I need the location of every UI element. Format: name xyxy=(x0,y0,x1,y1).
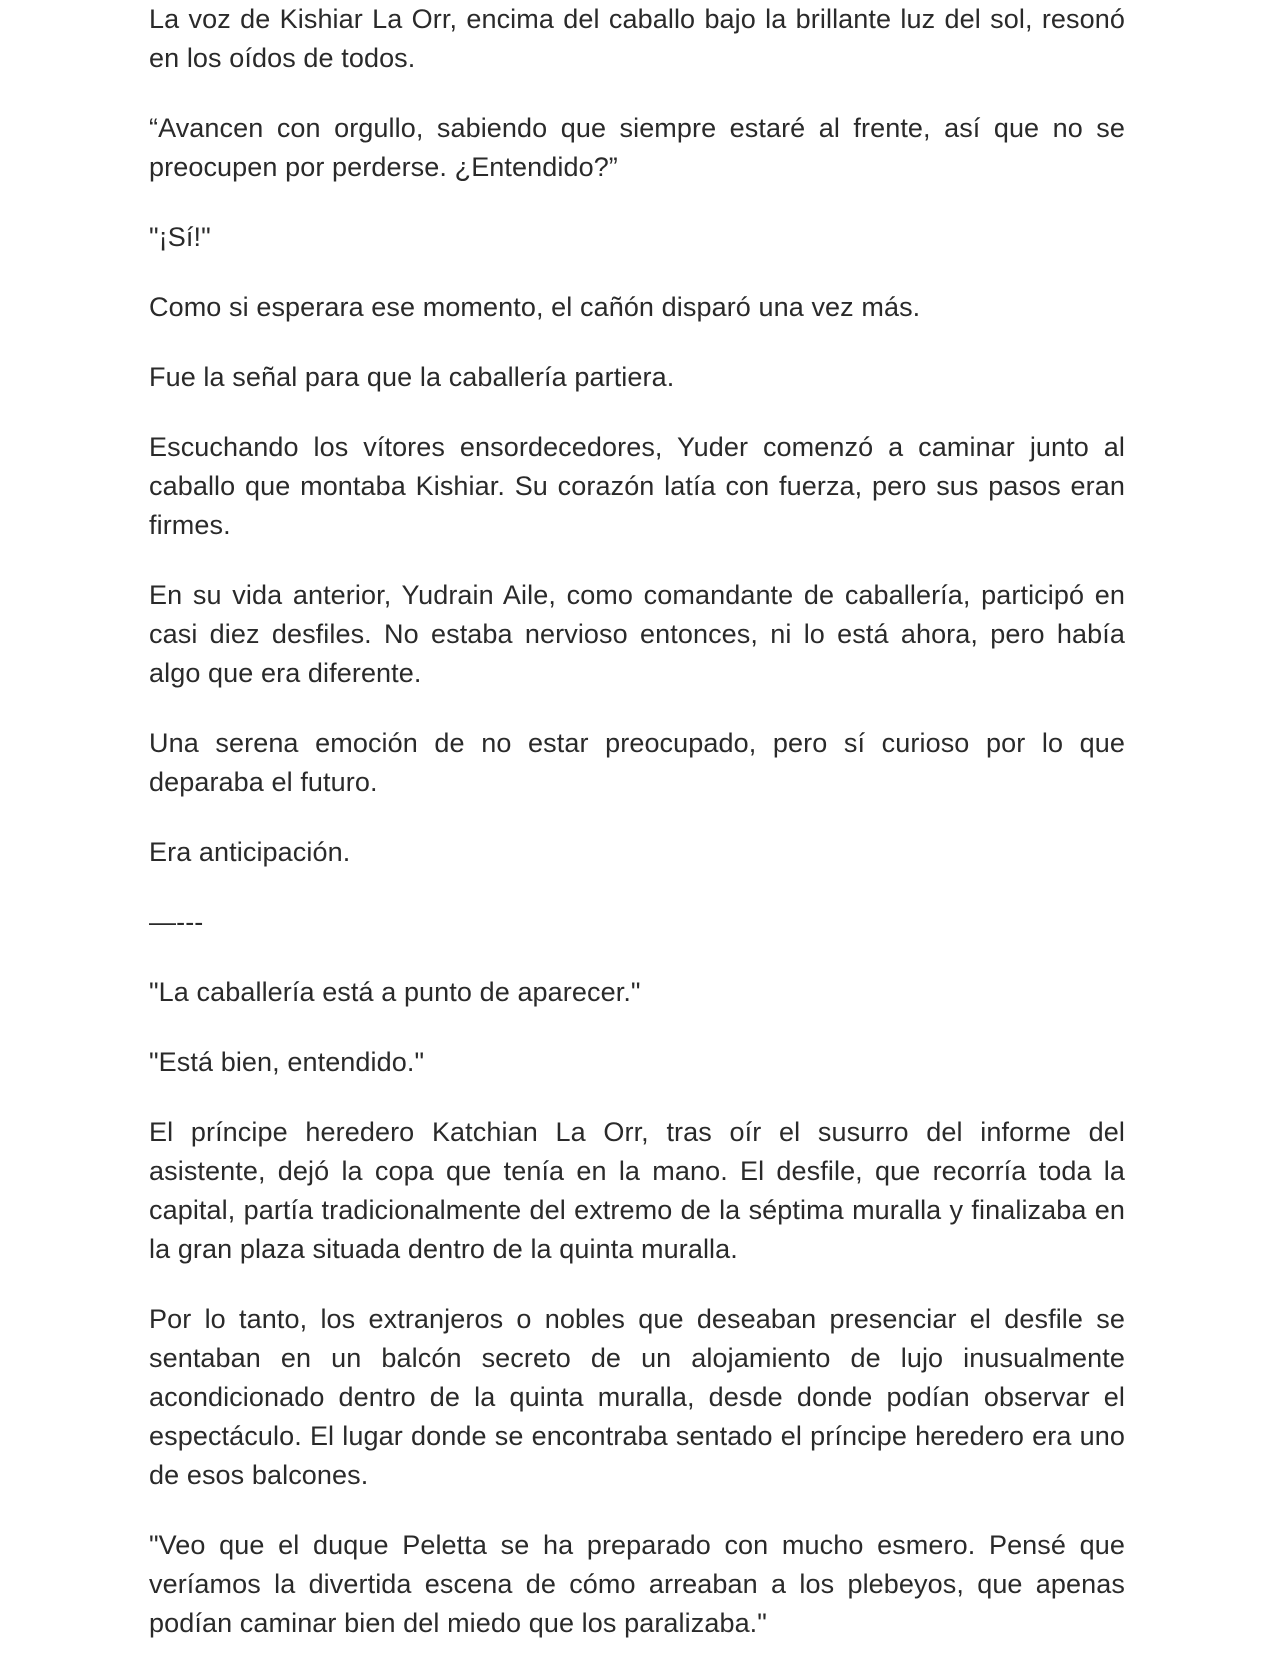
paragraph: Escuchando los vítores ensordecedores, Yuder comenzó a caminar junto al caballo que montaba Kishiar. Su corazón latía con fuerza, pero sus pasos eran firmes. xyxy=(149,432,1125,540)
paragraph: La voz de Kishiar La Orr, encima del caballo bajo la brillante luz del sol, resonó en los oídos de todos. xyxy=(149,4,1125,73)
paragraph: "Está bien, entendido." xyxy=(149,1047,425,1077)
paragraph: "La caballería está a punto de aparecer." xyxy=(149,977,641,1007)
paragraph: "Veo que el duque Peletta se ha preparado con mucho esmero. Pensé que veríamos la divertida escena de cómo arreaban a los plebeyos, que apenas podían caminar bien del miedo que los paralizaba." xyxy=(149,1530,1125,1638)
paragraph: Por lo tanto, los extranjeros o nobles que deseaban presenciar el desfile se sentaban en un balcón secreto de un alojamiento de lujo inusualmente acondicionado dentro de la quinta muralla, desde donde podían observar el espectáculo. El lugar donde se encontraba sentado el príncipe heredero era uno de esos balcones. xyxy=(149,1304,1125,1490)
paragraph: Una serena emoción de no estar preocupado, pero sí curioso por lo que deparaba el futuro. xyxy=(149,728,1125,797)
paragraph: Era anticipación. xyxy=(149,837,351,867)
paragraph: En su vida anterior, Yudrain Aile, como comandante de caballería, participó en casi diez desfiles. No estaba nervioso entonces, ni lo está ahora, pero había algo que era diferente. xyxy=(149,580,1125,688)
paragraph: Fue la señal para que la caballería partiera. xyxy=(149,362,675,392)
paragraph: “Avancen con orgullo, sabiendo que siempre estaré al frente, así que no se preocupen por perderse. ¿Entendido?” xyxy=(149,113,1125,182)
scene-break: —--- xyxy=(149,907,204,937)
paragraph: Como si esperara ese momento, el cañón disparó una vez más. xyxy=(149,292,921,322)
paragraph: El príncipe heredero Katchian La Orr, tras oír el susurro del informe del asistente, dejó la copa que tenía en la mano. El desfile, que recorría toda la capital, partía tradicionalmente del extremo de la séptima muralla y finalizaba en la gran plaza situada dentro de la quinta muralla. xyxy=(149,1117,1125,1264)
paragraph: "¡Sí!" xyxy=(149,222,211,252)
document-page xyxy=(149,0,1125,1674)
